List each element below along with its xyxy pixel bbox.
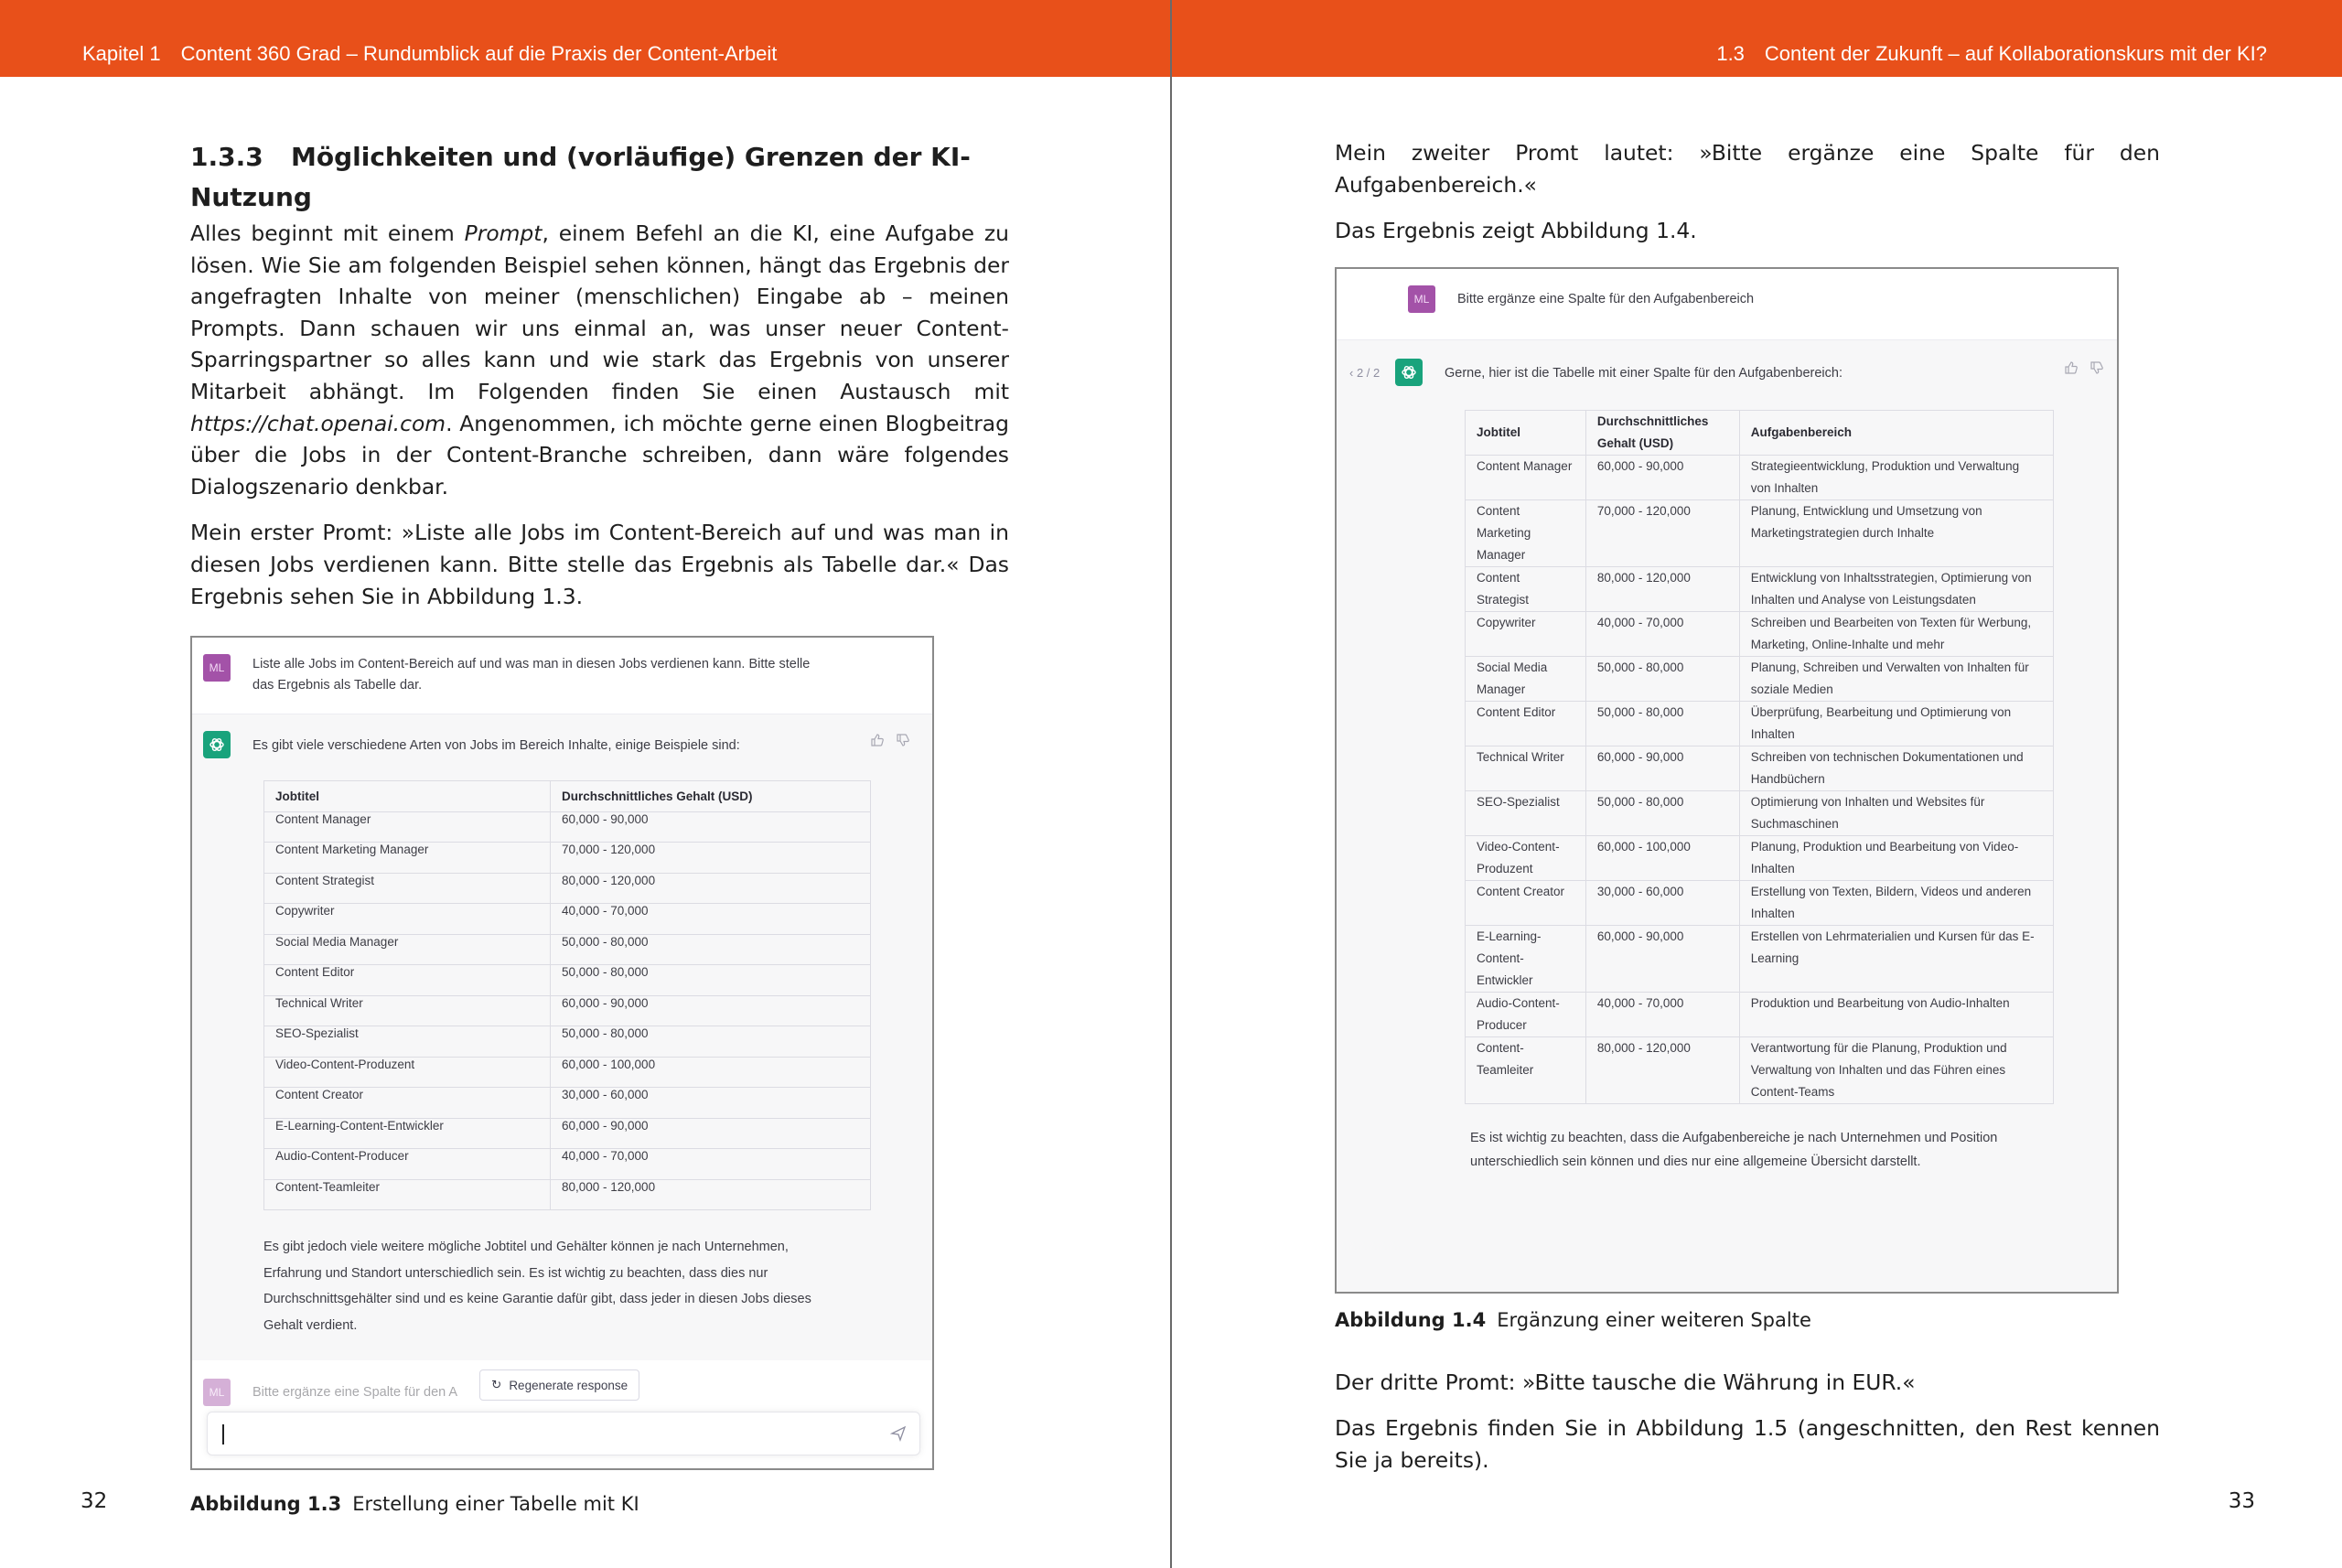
table-cell: SEO-Spezialist xyxy=(264,1026,551,1058)
table-cell: 70,000 - 120,000 xyxy=(550,843,870,874)
table-cell: 60,000 - 90,000 xyxy=(1585,925,1739,992)
table-row xyxy=(264,904,871,935)
table-row xyxy=(1466,835,2054,880)
jobs-salary-tasks-table xyxy=(1465,410,2054,1104)
table-cell: Erstellen von Lehrmaterialien und Kursen für das E-Learning xyxy=(1739,925,2053,992)
figure-1-3-screenshot xyxy=(190,636,934,1470)
table-cell: Video-Content-Produzent xyxy=(1466,835,1586,880)
table-cell: Content-Teamleiter xyxy=(264,1179,551,1210)
page-number: 32 xyxy=(81,1489,108,1513)
table-header-cell: Durchschnittliches Gehalt (USD) xyxy=(1585,410,1739,455)
table-row xyxy=(1466,925,2054,992)
second-prompt-paragraph: Mein zweiter Promt lautet: »Bitte ergänze eine Spalte für den Aufgabenbereich.« xyxy=(1335,140,2160,198)
running-header-text xyxy=(1716,42,2267,66)
table-row xyxy=(1466,499,2054,566)
table-cell: 50,000 - 80,000 xyxy=(1585,656,1739,701)
table-cell: 60,000 - 90,000 xyxy=(550,1118,870,1149)
table-row xyxy=(1466,746,2054,790)
first-prompt-paragraph: Mein erster Promt: »Liste alle Jobs im Content-Bereich auf und was man in diesen Jobs verdienen kann. Bitte stelle das Ergebnis als Tabelle dar.« Das Ergebnis sehen Sie in Abbildung 1.3. xyxy=(190,520,1009,609)
next-prompt-preview xyxy=(203,1379,457,1406)
openai-logo-icon xyxy=(1400,363,1418,381)
left-content xyxy=(190,137,1009,1518)
running-header xyxy=(0,0,1170,77)
section-heading xyxy=(190,137,1009,218)
table-cell: Content-Teamleiter xyxy=(1466,1036,1586,1103)
url-emphasis: https://chat.openai.com xyxy=(190,410,446,436)
table-header-cell: Durchschnittliches Gehalt (USD) xyxy=(550,781,870,812)
assistant-intro-text: Gerne, hier ist die Tabelle mit einer Spalte für den Aufgabenbereich: xyxy=(1445,365,1842,381)
user-message xyxy=(192,638,932,714)
table-cell: 30,000 - 60,000 xyxy=(1585,880,1739,925)
table-cell: Produktion und Bearbeitung von Audio-Inhalten xyxy=(1739,992,2053,1036)
table-cell: 50,000 - 80,000 xyxy=(1585,701,1739,746)
table-cell: 60,000 - 100,000 xyxy=(1585,835,1739,880)
user-prompt-text: Liste alle Jobs im Content-Bereich auf und was man in diesen Jobs verdienen kann. Bitte stelle das Ergebnis als Tabelle dar. xyxy=(252,657,811,693)
table-cell: Content Manager xyxy=(1466,455,1586,499)
text-cursor xyxy=(222,1424,224,1444)
user-avatar: ML xyxy=(1408,285,1435,313)
caption-label: Abbildung 1.4 xyxy=(1335,1308,1487,1331)
table-cell: 40,000 - 70,000 xyxy=(550,904,870,935)
table-cell: 50,000 - 80,000 xyxy=(1585,790,1739,835)
assistant-avatar xyxy=(203,731,231,758)
right-content xyxy=(1335,137,2160,1491)
table-cell: Verantwortung für die Planung, Produktion und Verwaltung von Inhalten und das Führen eines Content-Teams xyxy=(1739,1036,2053,1103)
refresh-icon: ↻ xyxy=(491,1378,502,1392)
table-cell: Überprüfung, Bearbeitung und Optimierung von Inhalten xyxy=(1739,701,2053,746)
table-cell: Content Strategist xyxy=(1466,566,1586,611)
table-header-cell: Jobtitel xyxy=(1466,410,1586,455)
table-cell: Planung, Entwicklung und Umsetzung von Marketingstrategien durch Inhalte xyxy=(1739,499,2053,566)
caption-text: Ergänzung einer weiteren Spalte xyxy=(1497,1308,1811,1331)
table-row xyxy=(1466,992,2054,1036)
table-cell: Social Media Manager xyxy=(264,934,551,965)
table-cell: Content Strategist xyxy=(264,873,551,904)
table-cell: 60,000 - 90,000 xyxy=(550,811,870,843)
para-text: Alles beginnt mit einem xyxy=(190,220,465,246)
para-text: , einem Befehl an die KI, eine Aufgabe zu lösen. Wie Sie am folgenden Beispiel sehen können, hängt das Ergebnis der angefragten Inhalte von meiner (menschlichen) Eingabe ab – meinen Prompts. Dann schauen wir uns einmal an, was unser neuer Content-Sparringspartner so alles kann und wie stark das Ergebnis von unserer Mitarbeit abhängt. Im Folgenden finden Sie einen Austausch mit xyxy=(190,220,1009,404)
table-cell: Optimierung von Inhalten und Websites für Suchmaschinen xyxy=(1739,790,2053,835)
table-row xyxy=(264,1057,871,1088)
table-row xyxy=(1466,611,2054,656)
caption-label: Abbildung 1.3 xyxy=(190,1493,342,1516)
table-cell: Schreiben und Bearbeiten von Texten für Werbung, Marketing, Online-Inhalte und mehr xyxy=(1739,611,2053,656)
assistant-intro-text: Es gibt viele verschiedene Arten von Jobs im Bereich Inhalte, einige Beispiele sind: xyxy=(252,738,740,754)
table-cell: 80,000 - 120,000 xyxy=(550,873,870,904)
thumbs-up-icon[interactable] xyxy=(2064,360,2079,380)
assistant-message xyxy=(1337,340,2117,1292)
section-number: 1.3 xyxy=(1716,42,1745,65)
chapter-number: Kapitel 1 xyxy=(82,42,161,65)
caption-text: Erstellung einer Tabelle mit KI xyxy=(352,1493,639,1516)
table-cell: 60,000 - 90,000 xyxy=(1585,746,1739,790)
table-cell: Planung, Schreiben und Verwalten von Inhalten für soziale Medien xyxy=(1739,656,2053,701)
table-cell: Technical Writer xyxy=(264,995,551,1026)
thumbs-down-icon[interactable] xyxy=(2090,360,2104,380)
assistant-message xyxy=(192,714,932,1360)
table-cell: Erstellung von Texten, Bildern, Videos und anderen Inhalten xyxy=(1739,880,2053,925)
table-cell: 40,000 - 70,000 xyxy=(1585,611,1739,656)
user-prompt-text: Bitte ergänze eine Spalte für den Aufgabenbereich xyxy=(1457,291,1755,306)
para-text: . Angenommen, ich möchte gerne einen Blogbeitrag über die Jobs in der Content-Branche schreiben, dann wäre folgendes Dialogszenario denkbar. xyxy=(190,410,1009,499)
table-header-row xyxy=(1466,410,2054,455)
table-cell: 80,000 - 120,000 xyxy=(1585,566,1739,611)
table-cell: 40,000 - 70,000 xyxy=(550,1149,870,1180)
figure-1-4-screenshot xyxy=(1335,267,2119,1294)
regenerate-response-button[interactable] xyxy=(479,1369,639,1401)
table-row xyxy=(1466,455,2054,499)
table-row xyxy=(1466,701,2054,746)
table-row xyxy=(264,1179,871,1210)
table-cell: Social Media Manager xyxy=(1466,656,1586,701)
next-prompt-text: Bitte ergänze eine Spalte für den A xyxy=(252,1385,458,1401)
table-cell: 60,000 - 90,000 xyxy=(1585,455,1739,499)
table-row xyxy=(264,965,871,996)
para-emphasis: Prompt xyxy=(464,220,543,246)
user-message xyxy=(1337,269,2117,340)
table-cell: Strategieentwicklung, Produktion und Verwaltung von Inhalten xyxy=(1739,455,2053,499)
table-row xyxy=(264,995,871,1026)
left-page xyxy=(0,0,1170,1568)
table-row xyxy=(264,934,871,965)
table-row xyxy=(1466,1036,2054,1103)
table-row xyxy=(1466,656,2054,701)
table-cell: Planung, Produktion und Bearbeitung von Video-Inhalten xyxy=(1739,835,2053,880)
table-cell: E-Learning-Content-Entwickler xyxy=(1466,925,1586,992)
table-cell: Schreiben von technischen Dokumentationen und Handbüchern xyxy=(1739,746,2053,790)
table-cell: Content Marketing Manager xyxy=(1466,499,1586,566)
table-row xyxy=(264,811,871,843)
chapter-title: Content 360 Grad – Rundumblick auf die Praxis der Content-Arbeit xyxy=(180,42,778,65)
regenerate-label: Regenerate response xyxy=(509,1378,628,1392)
table-header-row xyxy=(264,781,871,812)
table-cell: Content Manager xyxy=(264,811,551,843)
table-cell: Audio-Content-Producer xyxy=(1466,992,1586,1036)
table-row xyxy=(264,1149,871,1180)
table-cell: 50,000 - 80,000 xyxy=(550,934,870,965)
result-1-5-paragraph: Das Ergebnis finden Sie in Abbildung 1.5 (angeschnitten, den Rest kennen Sie ja bereits). xyxy=(1335,1415,2160,1473)
page-number: 33 xyxy=(2228,1489,2255,1513)
section-title: Content der Zukunft – auf Kollaborationskurs mit der KI? xyxy=(1764,42,2267,65)
table-cell: 40,000 - 70,000 xyxy=(1585,992,1739,1036)
table-cell: Entwicklung von Inhaltsstrategien, Optimierung von Inhalten und Analyse von Leistungsdaten xyxy=(1739,566,2053,611)
table-row xyxy=(264,873,871,904)
table-cell: 50,000 - 80,000 xyxy=(550,1026,870,1058)
running-header xyxy=(1172,0,2342,77)
table-cell: 70,000 - 120,000 xyxy=(1585,499,1739,566)
third-prompt-paragraph: Der dritte Promt: »Bitte tausche die Währung in EUR.« xyxy=(1335,1369,1916,1395)
intro-paragraph xyxy=(190,218,1009,502)
table-row xyxy=(264,1118,871,1149)
thumbs-down-icon[interactable] xyxy=(896,733,910,752)
send-icon[interactable] xyxy=(890,1425,907,1446)
table-cell: Content Creator xyxy=(264,1088,551,1119)
response-pager[interactable]: ‹ 2 / 2 xyxy=(1349,365,1380,380)
assistant-outro-text: Es gibt jedoch viele weitere mögliche Jobtitel und Gehälter können je nach Unternehmen, Erfahrung und Standort unterschiedlich sein. Es ist wichtig zu beachten, dass dies nur Durchschnittsgehälter sind und es keine Garantie dafür gibt, dass jeder in diesen Jobs dieses Gehalt verdient. xyxy=(263,1240,811,1333)
feedback-buttons xyxy=(870,733,910,752)
table-cell: 80,000 - 120,000 xyxy=(550,1179,870,1210)
table-cell: Audio-Content-Producer xyxy=(264,1149,551,1180)
right-page xyxy=(1172,0,2342,1568)
table-cell: Copywriter xyxy=(264,904,551,935)
user-avatar-faded: ML xyxy=(203,1379,231,1406)
table-header-cell: Aufgabenbereich xyxy=(1739,410,2053,455)
assistant-avatar xyxy=(1395,359,1423,386)
table-cell: Content Editor xyxy=(1466,701,1586,746)
table-cell: Content Creator xyxy=(1466,880,1586,925)
table-row xyxy=(264,843,871,874)
table-cell: Copywriter xyxy=(1466,611,1586,656)
table-cell: 30,000 - 60,000 xyxy=(550,1088,870,1119)
table-cell: 60,000 - 100,000 xyxy=(550,1057,870,1088)
assistant-outro-text: Es ist wichtig zu beachten, dass die Aufgabenbereiche je nach Unternehmen und Position unterschiedlich sein können und dies nur eine allgemeine Übersicht darstellt. xyxy=(1470,1130,1998,1169)
table-cell: Content Marketing Manager xyxy=(264,843,551,874)
openai-logo-icon xyxy=(208,736,226,754)
table-row xyxy=(264,1088,871,1119)
table-cell: Content Editor xyxy=(264,965,551,996)
figure-1-3-caption xyxy=(190,1490,1009,1518)
table-header-cell: Jobtitel xyxy=(264,781,551,812)
running-header-text xyxy=(82,42,777,66)
section-title: Möglichkeiten und (vorläufige) Grenzen der KI-Nutzung xyxy=(190,142,971,212)
table-cell: E-Learning-Content-Entwickler xyxy=(264,1118,551,1149)
feedback-buttons xyxy=(2064,360,2104,380)
user-avatar: ML xyxy=(203,654,231,682)
message-input[interactable] xyxy=(207,1412,920,1455)
table-row xyxy=(264,1026,871,1058)
result-reference-paragraph: Das Ergebnis zeigt Abbildung 1.4. xyxy=(1335,218,1697,244)
table-row xyxy=(1466,566,2054,611)
jobs-salary-table xyxy=(263,780,871,1210)
table-cell: Technical Writer xyxy=(1466,746,1586,790)
table-cell: Video-Content-Produzent xyxy=(264,1057,551,1088)
composer-area xyxy=(192,1360,932,1466)
table-cell: 80,000 - 120,000 xyxy=(1585,1036,1739,1103)
table-cell: SEO-Spezialist xyxy=(1466,790,1586,835)
section-number: 1.3.3 xyxy=(190,142,263,172)
thumbs-up-icon[interactable] xyxy=(870,733,885,752)
table-row xyxy=(1466,880,2054,925)
table-row xyxy=(1466,790,2054,835)
table-cell: 60,000 - 90,000 xyxy=(550,995,870,1026)
table-cell: 50,000 - 80,000 xyxy=(550,965,870,996)
figure-1-4-caption xyxy=(1335,1306,2160,1334)
